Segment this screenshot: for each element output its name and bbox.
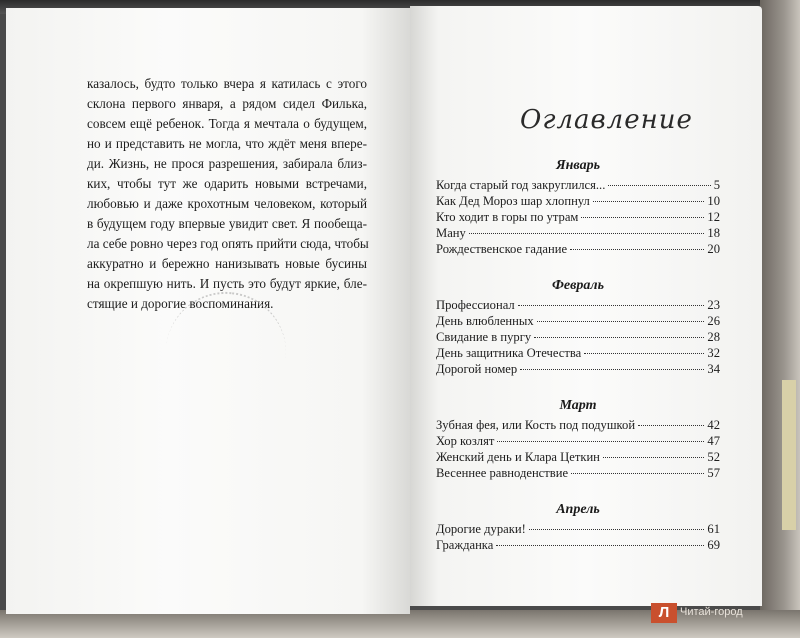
toc-entry[interactable]	[436, 417, 720, 433]
prose-line: стящие и дорогие воспоминания.	[87, 296, 274, 311]
leader-dots	[469, 233, 705, 234]
entry-page: 10	[707, 194, 720, 208]
prose-line: аккуратно и бережно нанизывать новые бусины	[87, 256, 367, 271]
cover-tab	[782, 380, 796, 530]
prose-line: совсем ещё ребенок. Тогда я мечтала о будущем,	[87, 116, 367, 131]
toc-entry[interactable]	[436, 433, 720, 449]
toc-section-march	[436, 395, 720, 481]
toc-title: Оглавление	[520, 105, 693, 135]
entry-title: День влюбленных	[436, 314, 534, 328]
toc-entry[interactable]	[436, 241, 720, 257]
entry-page: 52	[707, 450, 720, 464]
entry-page: 20	[707, 242, 720, 256]
leader-dots	[638, 425, 704, 426]
toc-entry[interactable]	[436, 297, 720, 313]
entry-page: 47	[707, 434, 720, 448]
prose-line: ла себе ровно через год опять прийти сюда, чтобы	[87, 236, 369, 251]
entry-title: Когда старый год закруглился...	[436, 178, 606, 192]
leader-dots	[603, 457, 704, 458]
prose-line: ких, чтобы тут же одарить новыми встречами,	[87, 176, 367, 191]
toc-entry[interactable]	[436, 193, 720, 209]
leader-dots	[581, 217, 704, 218]
leader-dots	[584, 353, 704, 354]
leader-dots	[571, 473, 704, 474]
entry-page: 28	[707, 330, 720, 344]
prose-line: в будущем году впервые увидит свет. Я пообеща-	[87, 216, 367, 231]
entry-title: Женский день и Клара Цеткин	[436, 450, 600, 464]
entry-page: 5	[713, 178, 720, 192]
leader-dots	[537, 321, 705, 322]
entry-title: Ману	[436, 226, 466, 240]
entry-title: Весеннее равноденствие	[436, 466, 569, 480]
entry-page: 32	[707, 346, 720, 360]
entry-title: Дорогой номер	[436, 362, 518, 376]
toc-entry[interactable]	[436, 329, 720, 345]
store-watermark: Читай-город	[680, 606, 743, 618]
month-heading: Апрель	[556, 502, 600, 517]
leader-dots	[518, 305, 705, 306]
entry-title: Рождественское гадание	[436, 242, 568, 256]
month-heading: Февраль	[552, 278, 604, 293]
entry-page: 57	[707, 466, 720, 480]
toc-entry[interactable]	[436, 465, 720, 481]
prose-text	[87, 74, 367, 314]
entry-title: Как Дед Мороз шар хлопнул	[436, 194, 590, 208]
entry-title: Хор козлят	[436, 434, 495, 448]
entry-title: Кто ходит в горы по утрам	[436, 210, 579, 224]
book-cover-edge	[760, 0, 800, 638]
entry-page: 23	[707, 298, 720, 312]
toc-entry[interactable]	[436, 449, 720, 465]
entry-title: Зубная фея, или Кость под подушкой	[436, 418, 636, 432]
leader-dots	[593, 201, 705, 202]
toc-entry[interactable]	[436, 537, 720, 553]
entry-page: 26	[707, 314, 720, 328]
month-heading: Январь	[556, 158, 600, 173]
store-logo-icon: Л	[651, 603, 677, 623]
entry-page: 12	[707, 210, 720, 224]
entry-page: 42	[707, 418, 720, 432]
entry-page: 18	[707, 226, 720, 240]
leader-dots	[534, 337, 704, 338]
entry-title: Гражданка	[436, 538, 494, 552]
toc-section-february	[436, 275, 720, 377]
leader-dots	[497, 441, 704, 442]
entry-title: День защитника Отечества	[436, 346, 582, 360]
prose-line: казалось, будто только вчера я катилась с этого	[87, 76, 367, 91]
month-heading: Март	[559, 398, 597, 413]
toc-entry[interactable]	[436, 361, 720, 377]
entry-title: Профессионал	[436, 298, 515, 312]
entry-title: Дорогие дураки!	[436, 522, 526, 536]
leader-dots	[520, 369, 704, 370]
toc-section-april	[436, 499, 720, 553]
toc-entry[interactable]	[436, 225, 720, 241]
toc-entry[interactable]	[436, 313, 720, 329]
entry-page: 69	[707, 538, 720, 552]
toc-entry[interactable]	[436, 345, 720, 361]
prose-line: но и представить не могла, что ждёт меня впере-	[87, 136, 367, 151]
toc-entry[interactable]	[436, 209, 720, 225]
toc-section-january	[436, 155, 720, 257]
toc-entry[interactable]	[436, 177, 720, 193]
leader-dots	[496, 545, 704, 546]
leader-dots	[570, 249, 704, 250]
entry-title: Свидание в пургу	[436, 330, 532, 344]
entry-page: 34	[707, 362, 720, 376]
leader-dots	[529, 529, 705, 530]
prose-line: склона первого января, а рядом сидел Филька,	[87, 96, 367, 111]
prose-line: любовью и даже крохотным человеком, который	[87, 196, 367, 211]
table-of-contents	[436, 155, 720, 571]
toc-entry[interactable]	[436, 521, 720, 537]
entry-page: 61	[707, 522, 720, 536]
leader-dots	[608, 185, 710, 186]
prose-line: ди. Жизнь, не прося разрешения, забирала близ-	[87, 156, 367, 171]
prose-line: на окрепшую нить. И пусть это будут яркие, бле-	[87, 276, 367, 291]
